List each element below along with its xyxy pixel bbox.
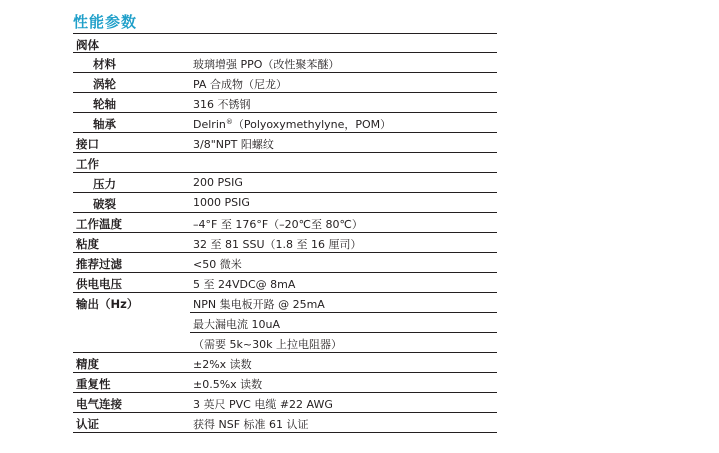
row-label: 工作温度	[76, 217, 122, 231]
spec-table	[73, 33, 497, 433]
table-row	[73, 113, 497, 133]
table-row	[73, 413, 497, 433]
row-value: NPN 集电板开路 @ 25mA	[193, 298, 325, 311]
row-value: 5 至 24VDC@ 8mA	[193, 278, 296, 291]
table-row	[73, 333, 497, 353]
row-value: ±0.5%x 读数	[193, 378, 263, 391]
row-value: PA 合成物（尼龙）	[193, 78, 287, 91]
table-row	[73, 73, 497, 93]
table-row	[73, 293, 497, 313]
row-value: 316 不锈钢	[193, 98, 251, 111]
table-row	[73, 233, 497, 253]
table-row	[73, 373, 497, 393]
row-label: 轮轴	[93, 97, 116, 111]
row-label: 输出（Hz）	[76, 297, 139, 311]
row-value: <50 微米	[193, 258, 242, 271]
table-row	[73, 93, 497, 113]
row-value: 最大漏电流 10uA	[193, 318, 280, 331]
table-row	[73, 353, 497, 373]
table-row	[73, 253, 497, 273]
row-label: 工作	[76, 157, 99, 171]
row-label: 精度	[76, 357, 99, 371]
value-suffix: （Polyoxymethylyne，POM）	[232, 118, 392, 131]
row-value: 1000 PSIG	[193, 196, 250, 209]
row-value	[193, 116, 391, 132]
row-label: 阀体	[76, 38, 99, 52]
section-title: 性能参数	[73, 13, 138, 31]
row-label: 材料	[93, 57, 116, 71]
value-prefix: Delrin	[193, 118, 226, 131]
row-value: 32 至 81 SSU（1.8 至 16 厘司）	[193, 238, 362, 251]
row-label: 电气连接	[76, 397, 122, 411]
registered-mark: ®	[225, 118, 233, 126]
table-row	[73, 313, 497, 333]
row-label: 供电电压	[76, 277, 122, 291]
row-label: 涡轮	[93, 77, 116, 91]
row-label: 推荐过滤	[76, 257, 122, 271]
table-row	[73, 393, 497, 413]
row-label: 重复性	[76, 377, 111, 391]
row-value: 玻璃增强 PPO（改性聚苯醚）	[193, 58, 340, 71]
table-row	[73, 133, 497, 153]
row-value: 3/8"NPT 阳螺纹	[193, 138, 274, 151]
table-row	[73, 213, 497, 233]
row-value: 200 PSIG	[193, 176, 243, 189]
table-row	[73, 53, 497, 73]
row-value: –4°F 至 176°F（–20℃至 80℃）	[193, 218, 363, 231]
row-value: 3 英尺 PVC 电缆 #22 AWG	[193, 398, 333, 411]
row-label: 压力	[93, 177, 116, 191]
row-label: 轴承	[93, 117, 116, 131]
table-row	[73, 273, 497, 293]
row-label: 破裂	[93, 197, 116, 211]
table-row	[73, 193, 497, 213]
table-row	[73, 153, 497, 173]
row-label: 认证	[76, 417, 99, 431]
table-row	[73, 173, 497, 193]
row-value: （需要 5k~30k 上拉电阻器）	[193, 338, 342, 351]
row-value: 获得 NSF 标准 61 认证	[193, 418, 309, 431]
row-label: 接口	[76, 137, 99, 151]
row-value: ±2%x 读数	[193, 358, 252, 371]
row-label: 粘度	[76, 237, 99, 251]
table-row	[73, 33, 497, 53]
